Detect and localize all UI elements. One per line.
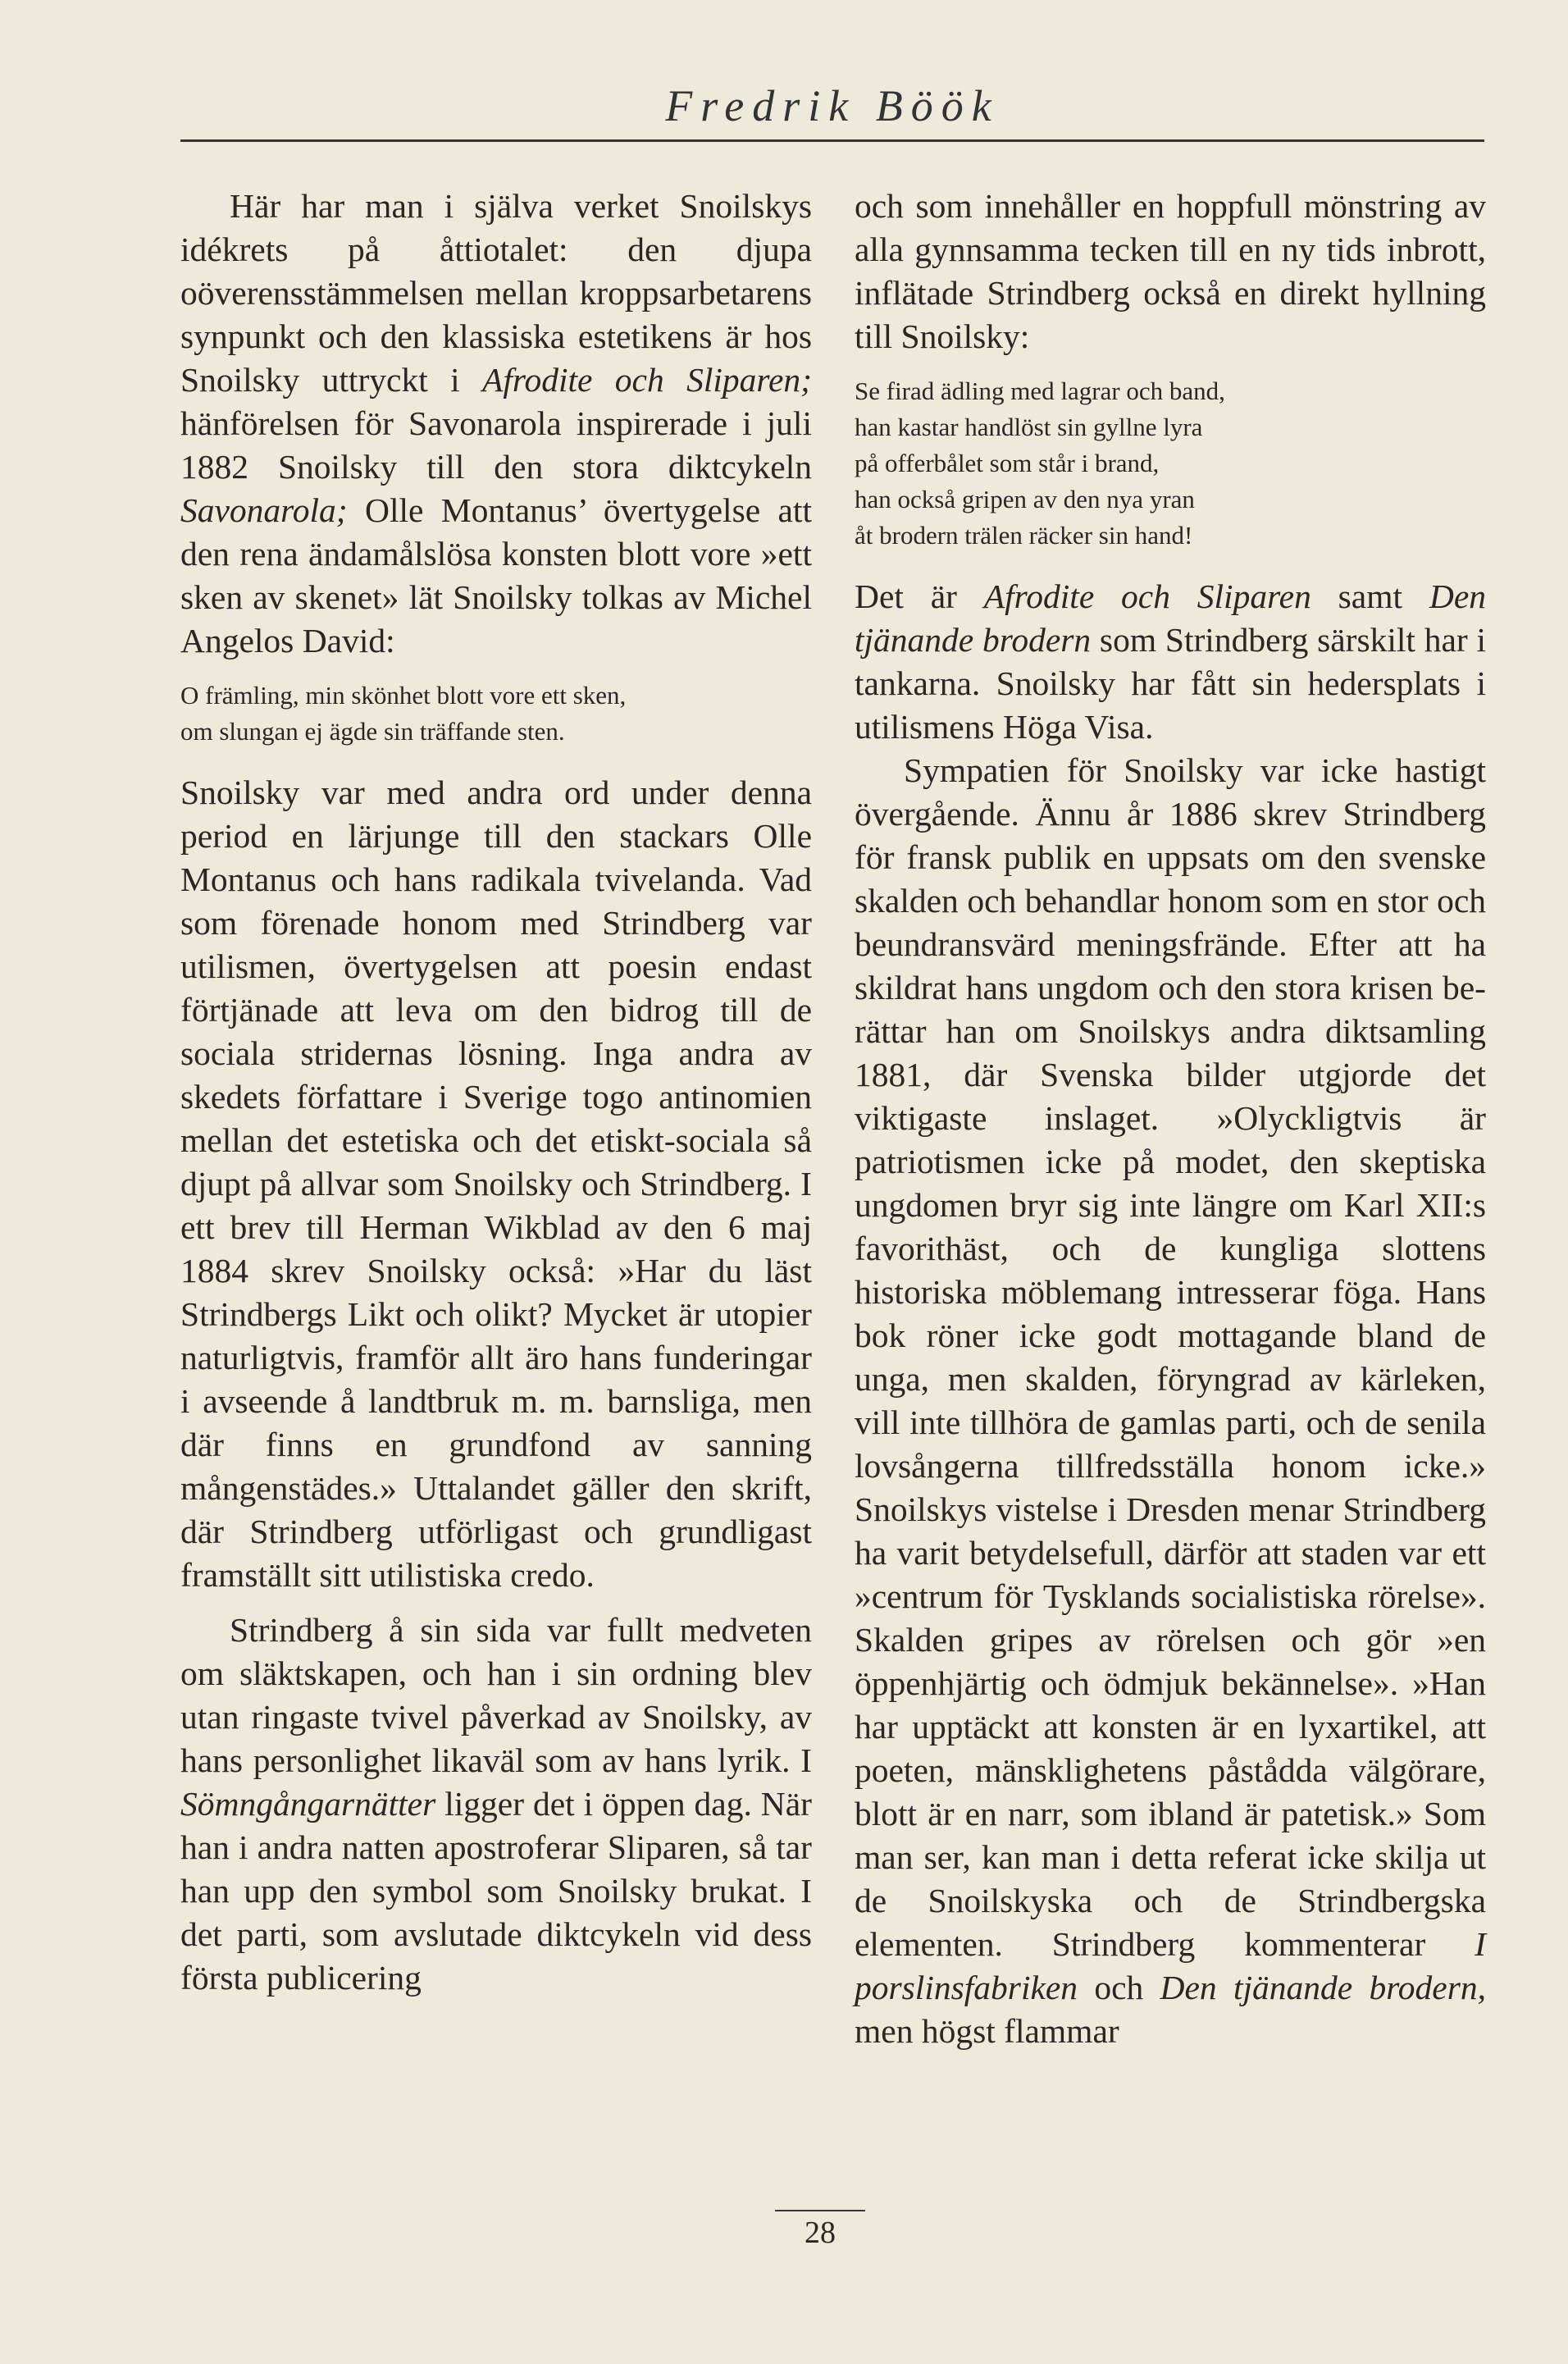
left-column: [180, 185, 812, 2000]
paragraph: Snoilsky var med andra ord under denna period en lärjunge till den stackars Olle Montanus och hans radikala tvivelanda. Vad som förenade honom med Strindberg var utilismen, övertygelsen att poesin endast förtjänade att leva om den bidrog till de sociala stridernas lösning. Inga andra av skedets författare i Sverige togo antinomien mellan det estetiska och det etiskt-sociala så djupt på allvar som Snoilsky och Strindberg. I ett brev till Herman Wikblad av den 6 maj 1884 skrev Snoilsky också: »Har du läst Strindbergs Likt och olikt? Mycket är utopier naturligtvis, framför allt äro hans funderingar i avseende å landtbruk m. m. barnsliga, men där finns en grundfond av sanning mångenstädes.» Uttalandet gäller den skrift, där Strindberg utförligast och grundligast framställt sitt utilistiska credo.: [180, 774, 812, 1594]
page-number: 28: [805, 2216, 836, 2250]
work-title: Savonarola;: [180, 491, 348, 529]
work-title: Afrodite och Sliparen;: [481, 361, 812, 399]
verse-quote: [180, 678, 812, 750]
verse-line: Se firad ädling med lagrar och band,: [855, 377, 1225, 405]
right-column: [855, 185, 1486, 2053]
verse-line: han kastar handlöst sin gyllne lyra: [855, 413, 1203, 441]
work-title: Den tjänande brodern: [855, 577, 1486, 659]
page-number-rule: [775, 2210, 865, 2211]
verse-line: om slungan ej ägde sin träffande sten.: [180, 717, 565, 746]
verse-line: han också gripen av den nya yran: [855, 485, 1195, 513]
paragraph: och som innehåller en hoppfull mönstring av alla gynnsamma tecken till en ny tids inbrott, inflätade Strindberg också en direkt hyllning till Snoilsky:: [855, 187, 1486, 355]
work-title: Afrodite och Sliparen: [983, 577, 1311, 615]
paragraph: Sympatien för Snoilsky var icke hastigt övergående. Ännu år 1886 skrev Strindberg för fransk publik en uppsats om den svenske skalden och behandlar honom som en stor och beundransvärd meningsfrände. Efter att ha skildrat hans ungdom och den stora krisen berättar han om Snoilskys andra diktsamling 1881, där Svenska bilder utgjorde det viktigaste inslaget. »Olyckligtvis är patriotismen icke på modet, den skeptiska ungdomen bryr sig inte längre om Karl XII:s favorithäst, och de kungliga slottens historiska möblemang intresserar föga. Hans bok röner icke godt mottagande bland de unga, men skalden, föryngrad av kärleken, vill inte tillhöra de gamlas parti, och de senila lovsångerna tillfredsställa honom icke.» Snoilskys vistelse i Dresden menar Strindberg ha varit betydelsefull, därför att staden var ett »centrum för Tysklands socialistiska rörelse». Skalden gripes av rörelsen och gör »en öppenhjärtig och ödmjuk bekännelse». »Han har upptäckt att konsten är en lyxartikel, att poeten, mänsklighetens påstådda välgörare, blott är en narr, som ibland är patetisk.» Som man ser, kan man i detta referat icke skilja ut de Snoilskyska och de Strindbergska elementen. Strindberg kommenterar I porslinsfabriken och Den tjänande brodern, men högst flammar: [855, 751, 1486, 2050]
verse-quote: [855, 373, 1486, 554]
running-head: Fredrik Böök: [665, 81, 1000, 130]
header-rule: [180, 139, 1484, 142]
work-title: I porslinsfabriken: [855, 1925, 1486, 2006]
verse-line: åt brodern trälen räcker sin hand!: [855, 521, 1193, 550]
work-title: Sömngångarnätter: [180, 1785, 436, 1823]
paragraph: Det är Afrodite och Sliparen samt Den tjänande brodern som Strindberg särskilt har i tankarna. Snoilsky har fått sin hedersplats i utilismens Höga Visa.: [855, 577, 1486, 746]
paragraph: Här har man i själva verket Snoilskys idékrets på åttiotalet: den djupa oöverensstämmelsen mellan kroppsarbetarens synpunkt och den klassiska estetikens är hos Snoilsky uttryckt i Afrodite och Sliparen; hänförelsen för Savonarola inspirerade i juli 1882 Snoilsky till den stora diktcykeln Savonarola; Olle Montanus’ övertygelse att den rena ändamålslösa konsten blott vore »ett sken av skenet» lät Snoilsky tolkas av Michel Angelos David:: [180, 187, 812, 659]
verse-line: på offerbålet som står i brand,: [855, 449, 1160, 477]
paragraph: Strindberg å sin sida var fullt medveten om släktskapen, och han i sin ordning blev utan ringaste tvivel påverkad av Snoilsky, av hans personlighet likaväl som av hans lyrik. I Sömngångarnätter ligger det i öppen dag. När han i andra natten apostroferar Sliparen, så tar han upp den symbol som Snoilsky brukat. I det parti, som avslutade diktcykeln vid dess första publicering: [180, 1611, 812, 1997]
verse-line: O främling, min skönhet blott vore ett sken,: [180, 681, 627, 710]
work-title: Den tjänande brodern,: [1160, 1969, 1486, 2006]
